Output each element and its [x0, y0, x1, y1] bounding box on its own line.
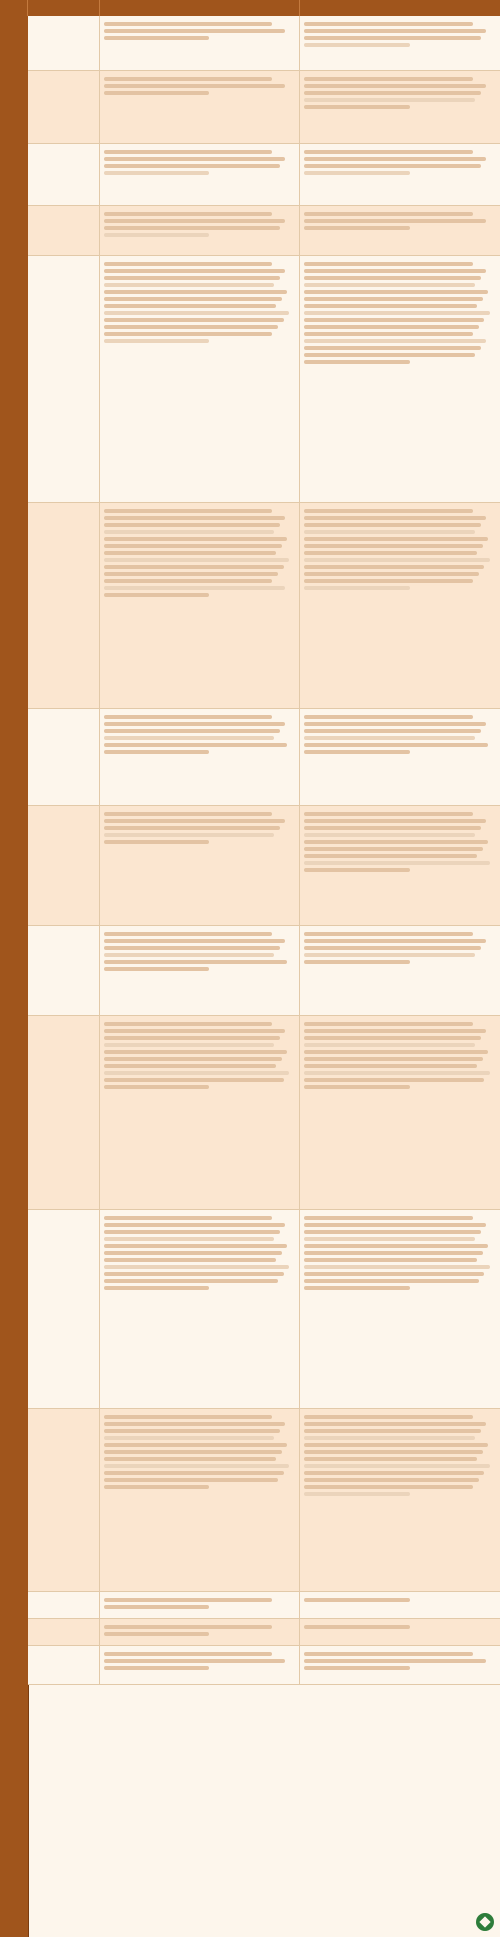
- text-line-placeholder: [304, 1492, 410, 1496]
- text-line-placeholder: [104, 551, 276, 555]
- text-line-placeholder: [304, 36, 481, 40]
- text-line-placeholder: [304, 1598, 410, 1602]
- text-line-placeholder: [104, 332, 272, 336]
- before-text-cell: [100, 1409, 300, 1591]
- text-line-placeholder: [104, 1064, 276, 1068]
- table-row: [28, 503, 500, 709]
- text-line-placeholder: [304, 544, 483, 548]
- text-line-placeholder: [104, 593, 209, 597]
- text-line-placeholder: [104, 262, 272, 266]
- text-line-placeholder: [304, 311, 490, 315]
- text-line-placeholder: [304, 353, 475, 357]
- text-line-placeholder: [304, 98, 475, 102]
- text-line-placeholder: [304, 276, 481, 280]
- text-line-placeholder: [304, 360, 410, 364]
- text-line-placeholder: [104, 1043, 274, 1047]
- text-line-placeholder: [304, 833, 475, 837]
- text-line-placeholder: [304, 565, 484, 569]
- text-line-placeholder: [104, 226, 280, 230]
- text-line-placeholder: [304, 579, 473, 583]
- text-line-placeholder: [304, 586, 410, 590]
- text-line-placeholder: [104, 729, 280, 733]
- text-line-placeholder: [104, 530, 274, 534]
- text-line-placeholder: [304, 304, 477, 308]
- before-text-cell: [100, 806, 300, 925]
- text-line-placeholder: [104, 219, 285, 223]
- text-line-placeholder: [304, 523, 481, 527]
- text-line-placeholder: [304, 1464, 490, 1468]
- skill-name: [28, 709, 100, 805]
- text-line-placeholder: [304, 1057, 483, 1061]
- after-text-cell: [300, 1210, 500, 1408]
- table-row: [28, 709, 500, 806]
- text-line-placeholder: [304, 226, 410, 230]
- text-line-placeholder: [304, 1050, 488, 1054]
- text-line-placeholder: [104, 826, 280, 830]
- text-line-placeholder: [304, 1625, 410, 1629]
- text-line-placeholder: [304, 743, 488, 747]
- table-row: [28, 16, 500, 71]
- text-line-placeholder: [304, 1279, 479, 1283]
- text-line-placeholder: [104, 283, 274, 287]
- text-line-placeholder: [104, 1230, 280, 1234]
- text-line-placeholder: [304, 212, 473, 216]
- text-line-placeholder: [304, 77, 473, 81]
- text-line-placeholder: [104, 967, 209, 971]
- text-line-placeholder: [104, 164, 280, 168]
- text-line-placeholder: [304, 269, 486, 273]
- text-line-placeholder: [304, 297, 483, 301]
- text-line-placeholder: [104, 1279, 278, 1283]
- text-line-placeholder: [304, 840, 488, 844]
- skill-name: [28, 16, 100, 70]
- text-line-placeholder: [104, 1443, 287, 1447]
- before-text-cell: [100, 144, 300, 205]
- text-line-placeholder: [104, 1666, 209, 1670]
- text-line-placeholder: [104, 523, 280, 527]
- skill-name: [28, 1210, 100, 1408]
- before-text-cell: [100, 709, 300, 805]
- text-line-placeholder: [104, 1652, 272, 1656]
- text-line-placeholder: [304, 1485, 473, 1489]
- text-line-placeholder: [104, 290, 287, 294]
- text-line-placeholder: [104, 29, 285, 33]
- text-line-placeholder: [104, 304, 276, 308]
- text-line-placeholder: [104, 1478, 278, 1482]
- text-line-placeholder: [104, 269, 285, 273]
- text-line-placeholder: [104, 325, 278, 329]
- text-line-placeholder: [104, 1436, 274, 1440]
- text-line-placeholder: [304, 219, 486, 223]
- before-text-cell: [100, 206, 300, 255]
- text-line-placeholder: [104, 1598, 272, 1602]
- text-line-placeholder: [304, 932, 473, 936]
- text-line-placeholder: [304, 847, 483, 851]
- text-line-placeholder: [104, 1057, 282, 1061]
- text-line-placeholder: [104, 572, 278, 576]
- watermark: [476, 1913, 494, 1931]
- text-line-placeholder: [104, 36, 209, 40]
- text-line-placeholder: [304, 339, 486, 343]
- before-text-cell: [100, 503, 300, 708]
- skill-name: [28, 1409, 100, 1591]
- text-line-placeholder: [304, 960, 410, 964]
- text-line-placeholder: [304, 722, 486, 726]
- text-line-placeholder: [104, 22, 272, 26]
- header-skill: [28, 0, 100, 16]
- text-line-placeholder: [304, 715, 473, 719]
- text-line-placeholder: [304, 1085, 410, 1089]
- text-line-placeholder: [304, 171, 410, 175]
- text-line-placeholder: [304, 729, 481, 733]
- text-line-placeholder: [304, 1022, 473, 1026]
- text-line-placeholder: [304, 1471, 484, 1475]
- text-line-placeholder: [304, 1216, 473, 1220]
- text-line-placeholder: [104, 297, 282, 301]
- before-text-cell: [100, 1210, 300, 1408]
- text-line-placeholder: [104, 509, 272, 513]
- after-text-cell: [300, 503, 500, 708]
- table-row: [28, 1646, 500, 1685]
- text-line-placeholder: [304, 325, 479, 329]
- text-line-placeholder: [104, 1237, 274, 1241]
- table-row: [28, 926, 500, 1016]
- text-line-placeholder: [304, 572, 479, 576]
- text-line-placeholder: [304, 1251, 483, 1255]
- text-line-placeholder: [304, 1029, 486, 1033]
- after-text-cell: [300, 926, 500, 1015]
- table-row: [28, 206, 500, 256]
- text-line-placeholder: [104, 1272, 284, 1276]
- text-line-placeholder: [304, 868, 410, 872]
- text-line-placeholder: [104, 1485, 209, 1489]
- header-category: [0, 0, 28, 16]
- table-row: [28, 1409, 500, 1592]
- text-line-placeholder: [304, 290, 488, 294]
- text-line-placeholder: [104, 233, 209, 237]
- text-line-placeholder: [104, 537, 287, 541]
- text-line-placeholder: [104, 516, 285, 520]
- after-text-cell: [300, 1592, 500, 1618]
- text-line-placeholder: [304, 1265, 490, 1269]
- before-text-cell: [100, 71, 300, 143]
- text-line-placeholder: [304, 558, 490, 562]
- text-line-placeholder: [304, 1652, 473, 1656]
- text-line-placeholder: [104, 1464, 289, 1468]
- text-line-placeholder: [304, 1078, 484, 1082]
- text-line-placeholder: [304, 1450, 483, 1454]
- text-line-placeholder: [104, 171, 209, 175]
- text-line-placeholder: [104, 157, 285, 161]
- skill-name: [28, 926, 100, 1015]
- text-line-placeholder: [304, 1043, 475, 1047]
- text-line-placeholder: [304, 1258, 477, 1262]
- text-line-placeholder: [304, 551, 477, 555]
- text-line-placeholder: [104, 1265, 289, 1269]
- before-text-cell: [100, 256, 300, 502]
- text-line-placeholder: [104, 1085, 209, 1089]
- text-line-placeholder: [104, 960, 287, 964]
- skill-name: [28, 503, 100, 708]
- skill-name: [28, 144, 100, 205]
- text-line-placeholder: [104, 1071, 289, 1075]
- text-line-placeholder: [304, 283, 475, 287]
- text-line-placeholder: [104, 150, 272, 154]
- text-line-placeholder: [104, 1251, 282, 1255]
- after-text-cell: [300, 1016, 500, 1209]
- table-row: [28, 256, 500, 503]
- text-line-placeholder: [104, 1050, 287, 1054]
- text-line-placeholder: [304, 946, 481, 950]
- text-line-placeholder: [104, 743, 287, 747]
- text-line-placeholder: [104, 311, 289, 315]
- table-row: [28, 1619, 500, 1646]
- text-line-placeholder: [304, 91, 481, 95]
- text-line-placeholder: [104, 1078, 284, 1082]
- text-line-placeholder: [104, 750, 209, 754]
- text-line-placeholder: [104, 1429, 280, 1433]
- text-line-placeholder: [104, 339, 209, 343]
- table-row: [28, 71, 500, 144]
- text-line-placeholder: [304, 150, 473, 154]
- after-text-cell: [300, 806, 500, 925]
- before-text-cell: [100, 1646, 300, 1684]
- text-line-placeholder: [304, 1443, 488, 1447]
- text-line-placeholder: [104, 932, 272, 936]
- after-text-cell: [300, 71, 500, 143]
- text-line-placeholder: [304, 1237, 475, 1241]
- text-line-placeholder: [304, 1230, 481, 1234]
- text-line-placeholder: [104, 91, 209, 95]
- text-line-placeholder: [104, 558, 289, 562]
- table-row: [28, 1592, 500, 1619]
- text-line-placeholder: [104, 722, 285, 726]
- text-line-placeholder: [304, 1436, 475, 1440]
- text-line-placeholder: [104, 1457, 276, 1461]
- table-row: [28, 1016, 500, 1210]
- text-line-placeholder: [104, 1422, 285, 1426]
- text-line-placeholder: [304, 812, 473, 816]
- text-line-placeholder: [104, 1216, 272, 1220]
- text-line-placeholder: [104, 1415, 272, 1419]
- skill-name: [28, 1016, 100, 1209]
- text-line-placeholder: [104, 736, 274, 740]
- text-line-placeholder: [304, 157, 486, 161]
- text-line-placeholder: [104, 565, 284, 569]
- text-line-placeholder: [304, 1244, 488, 1248]
- text-line-placeholder: [104, 84, 285, 88]
- table-row: [28, 1210, 500, 1409]
- text-line-placeholder: [104, 1625, 272, 1629]
- text-line-placeholder: [304, 1223, 486, 1227]
- text-line-placeholder: [304, 1659, 486, 1663]
- text-line-placeholder: [304, 1286, 410, 1290]
- text-line-placeholder: [104, 212, 272, 216]
- skill-name: [28, 1619, 100, 1645]
- text-line-placeholder: [304, 29, 486, 33]
- text-line-placeholder: [104, 812, 272, 816]
- text-line-placeholder: [304, 1064, 477, 1068]
- before-text-cell: [100, 926, 300, 1015]
- text-line-placeholder: [104, 77, 272, 81]
- text-line-placeholder: [304, 346, 481, 350]
- text-line-placeholder: [304, 262, 473, 266]
- text-line-placeholder: [104, 715, 272, 719]
- text-line-placeholder: [104, 819, 285, 823]
- watermark-logo-icon: [476, 1913, 494, 1931]
- text-line-placeholder: [304, 1429, 481, 1433]
- header-after: [300, 0, 500, 16]
- text-line-placeholder: [304, 318, 484, 322]
- text-line-placeholder: [304, 537, 488, 541]
- text-line-placeholder: [304, 1478, 479, 1482]
- text-line-placeholder: [104, 1659, 285, 1663]
- text-line-placeholder: [104, 544, 282, 548]
- text-line-placeholder: [304, 854, 477, 858]
- text-line-placeholder: [104, 318, 284, 322]
- text-line-placeholder: [104, 1605, 209, 1609]
- skill-name: [28, 1646, 100, 1684]
- before-text-cell: [100, 16, 300, 70]
- skill-name: [28, 71, 100, 143]
- table-row: [28, 806, 500, 926]
- before-text-cell: [100, 1592, 300, 1618]
- before-text-cell: [100, 1016, 300, 1209]
- text-line-placeholder: [104, 1450, 282, 1454]
- text-line-placeholder: [304, 22, 473, 26]
- text-line-placeholder: [304, 1036, 481, 1040]
- after-text-cell: [300, 1619, 500, 1645]
- skill-name: [28, 806, 100, 925]
- text-line-placeholder: [104, 1223, 285, 1227]
- text-line-placeholder: [104, 1244, 287, 1248]
- text-line-placeholder: [304, 530, 475, 534]
- text-line-placeholder: [104, 1286, 209, 1290]
- table-header: [0, 0, 500, 17]
- after-text-cell: [300, 144, 500, 205]
- table-row: [28, 144, 500, 206]
- text-line-placeholder: [304, 43, 410, 47]
- text-line-placeholder: [104, 276, 280, 280]
- text-line-placeholder: [304, 516, 486, 520]
- before-text-cell: [100, 1619, 300, 1645]
- text-line-placeholder: [104, 1632, 209, 1636]
- text-line-placeholder: [104, 833, 274, 837]
- text-line-placeholder: [304, 953, 475, 957]
- skill-name: [28, 256, 100, 502]
- text-line-placeholder: [104, 1471, 284, 1475]
- text-line-placeholder: [104, 1258, 276, 1262]
- text-line-placeholder: [304, 105, 410, 109]
- after-text-cell: [300, 256, 500, 502]
- text-line-placeholder: [304, 861, 490, 865]
- text-line-placeholder: [304, 939, 486, 943]
- after-text-cell: [300, 1646, 500, 1684]
- text-line-placeholder: [304, 84, 486, 88]
- header-before: [100, 0, 300, 16]
- text-line-placeholder: [104, 953, 274, 957]
- text-line-placeholder: [304, 509, 473, 513]
- text-line-placeholder: [104, 1036, 280, 1040]
- text-line-placeholder: [104, 586, 285, 590]
- table-body: [28, 16, 500, 1685]
- after-text-cell: [300, 16, 500, 70]
- skill-name: [28, 1592, 100, 1618]
- text-line-placeholder: [304, 1071, 490, 1075]
- category-column: [0, 16, 29, 1937]
- text-line-placeholder: [304, 819, 486, 823]
- after-text-cell: [300, 709, 500, 805]
- after-text-cell: [300, 206, 500, 255]
- text-line-placeholder: [104, 579, 272, 583]
- text-line-placeholder: [304, 1272, 484, 1276]
- after-text-cell: [300, 1409, 500, 1591]
- text-line-placeholder: [304, 1422, 486, 1426]
- text-line-placeholder: [104, 1029, 285, 1033]
- text-line-placeholder: [304, 1415, 473, 1419]
- text-line-placeholder: [304, 826, 481, 830]
- skill-name: [28, 206, 100, 255]
- text-line-placeholder: [104, 939, 285, 943]
- text-line-placeholder: [304, 1666, 410, 1670]
- text-line-placeholder: [304, 736, 475, 740]
- text-line-placeholder: [104, 946, 280, 950]
- text-line-placeholder: [304, 750, 410, 754]
- text-line-placeholder: [304, 332, 473, 336]
- text-line-placeholder: [304, 1457, 477, 1461]
- text-line-placeholder: [304, 164, 481, 168]
- text-line-placeholder: [104, 840, 209, 844]
- text-line-placeholder: [104, 1022, 272, 1026]
